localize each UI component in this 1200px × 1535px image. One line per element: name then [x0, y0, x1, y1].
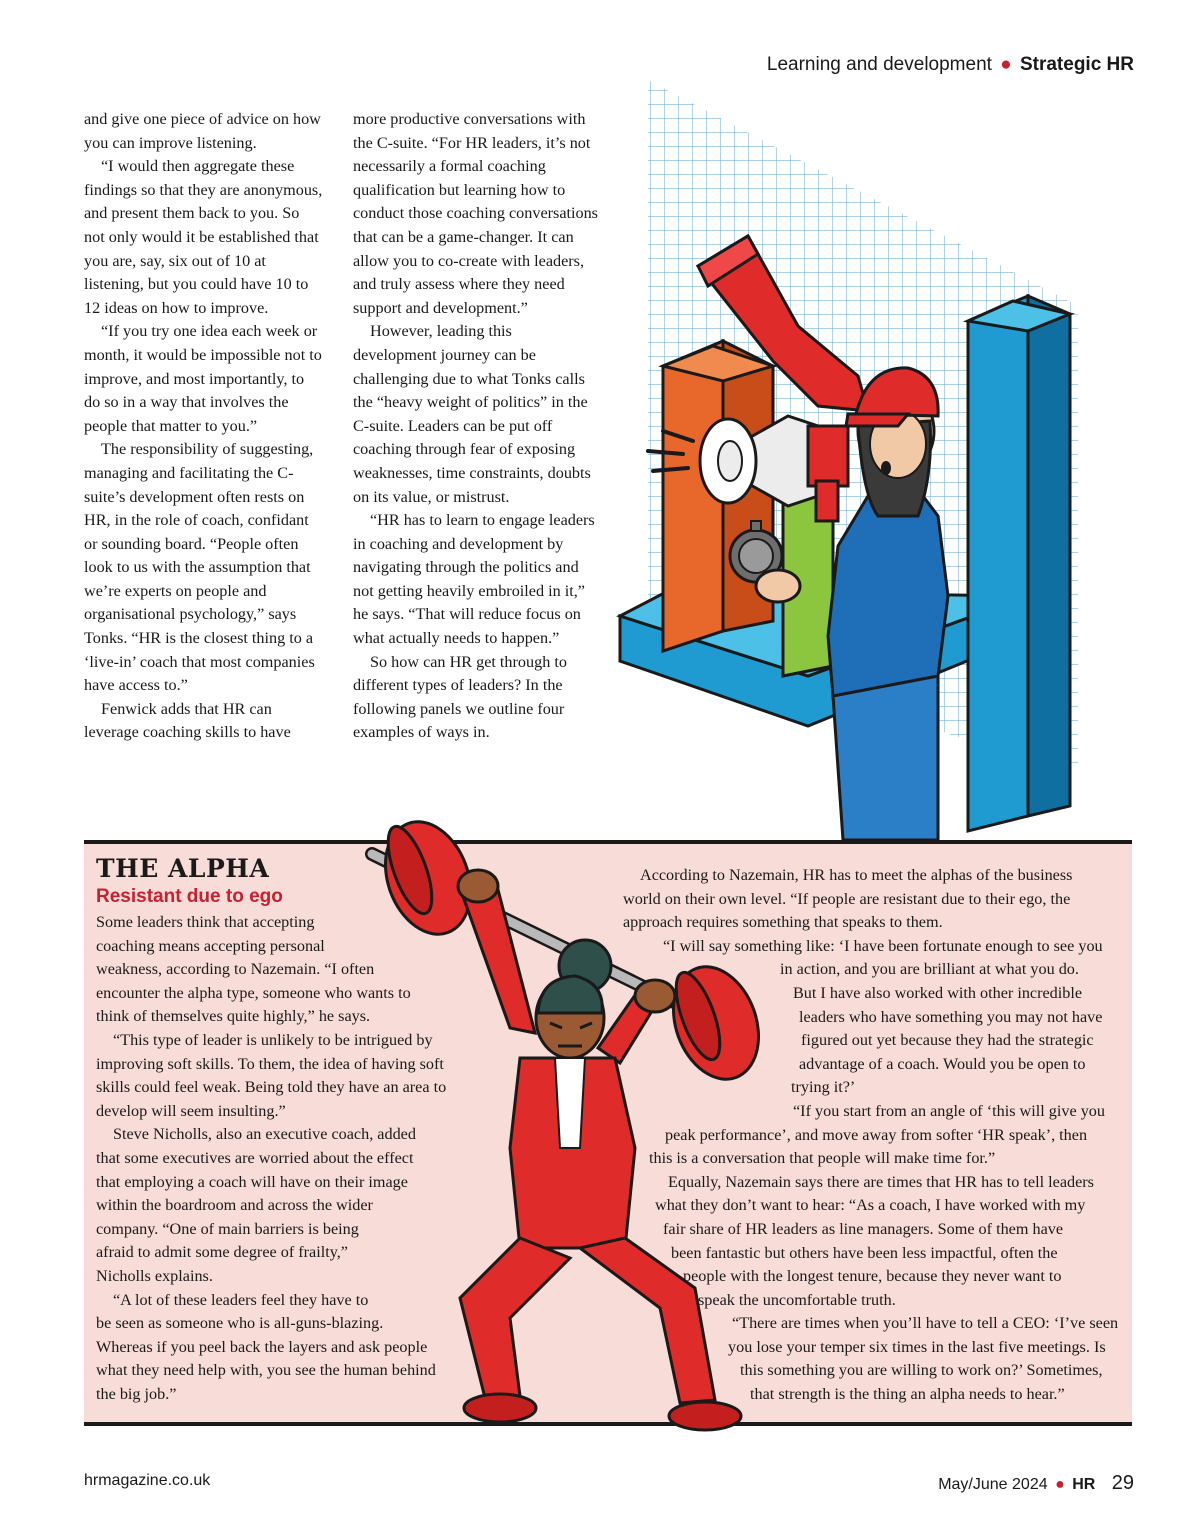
panel-subtitle: Resistant due to ego — [96, 886, 283, 907]
text-line: company. “One of main barriers is being — [96, 1219, 359, 1238]
text-line: peak performance’, and move away from softer ‘HR speak’, then — [665, 1125, 1088, 1144]
text-line: improving soft skills. To them, the idea of having soft — [96, 1054, 444, 1073]
paragraph: So how can HR get through to different types of leaders? In the following panels we outline four examples of ways in. — [353, 652, 567, 742]
text-line: skills could feel weak. Being told they have an area to — [96, 1078, 447, 1097]
text-line: what they need help with, you see the human behind — [96, 1361, 436, 1380]
text-line: develop will seem insulting.” — [96, 1101, 286, 1120]
text-line: “A lot of these leaders feel they have to — [113, 1290, 369, 1309]
text-line: fair share of HR leaders as line managers. Some of them have — [663, 1219, 1064, 1238]
text-line: you lose your temper six times in the last five meetings. Is — [728, 1337, 1106, 1356]
text-line: “If you start from an angle of ‘this will give you — [793, 1101, 1105, 1120]
paragraph: and give one piece of advice on how you can improve listening. — [84, 110, 321, 152]
paragraph: more productive conversations with the C-suite. “For HR leaders, it’s not necessarily a formal coaching qualification but learning how to conduct those coaching conversations that can be a game-changer. It can allow you to co-create with leaders, and truly assess where they need support and development.” — [353, 110, 598, 317]
text-line: been fantastic but others have been less impactful, often the — [671, 1243, 1058, 1262]
text-line: within the boardroom and across the wider — [96, 1196, 373, 1215]
footer-website: hrmagazine.co.uk — [84, 1472, 211, 1489]
text-line: afraid to admit some degree of frailty,” — [96, 1243, 348, 1262]
text-line: encounter the alpha type, someone who wants to — [96, 983, 411, 1002]
text-line: leaders who have something you may not have — [799, 1007, 1103, 1026]
text-line: what they don’t want to hear: “As a coach, I have worked with my — [655, 1196, 1086, 1215]
header-dot-icon: ● — [1000, 54, 1012, 75]
text-line: Some leaders think that accepting — [96, 913, 315, 931]
text-line: advantage of a coach. Would you be open to — [799, 1054, 1086, 1073]
text-line: in action, and you are brilliant at what you do. — [780, 960, 1079, 979]
paragraph: “I would then aggregate these findings so that they are anonymous, and present them back to you. So not only would it be established that you are, say, six out of 10 at listening, but you could have 10 to 12 ideas on how to improve. — [84, 157, 323, 317]
paragraph: Fenwick adds that HR can leverage coaching skills to have — [84, 699, 291, 742]
text-line: speak the uncomfortable truth. — [698, 1290, 896, 1309]
megaphone-illustration — [608, 76, 1132, 840]
body-column-2 — [353, 108, 598, 745]
footer-dot-icon: ● — [1055, 1476, 1065, 1493]
blue-bar — [968, 296, 1028, 831]
text-line: this something you are willing to work on?’ Sometimes, — [740, 1361, 1103, 1380]
text-line: figured out yet because they had the strategic — [801, 1031, 1094, 1050]
text-line: But I have also worked with other incredible — [793, 983, 1083, 1002]
text-line: According to Nazemain, HR has to meet the alphas of the business — [640, 866, 1073, 884]
category-label: Strategic HR — [1019, 54, 1134, 75]
paragraph: However, leading this development journey can be challenging due to what Tonks calls the “heavy weight of politics” in the C-suite. Leaders can be put off coaching through fear of exposing weaknesses, time constraints, doubts on its value, or mistrust. — [353, 322, 591, 506]
text-line: think of themselves quite highly,” he says. — [96, 1007, 371, 1026]
text-line: world on their own level. “If people are resistant due to their ego, the — [623, 889, 1071, 908]
footer-issue — [938, 1472, 1134, 1495]
page-number: 29 — [1111, 1472, 1134, 1494]
issue-date: May/June 2024 — [938, 1476, 1048, 1493]
text-line: “There are times when you’ll have to tell a CEO: ‘I’ve seen — [732, 1314, 1119, 1333]
text-line: this is a conversation that people will make time for.” — [649, 1149, 996, 1168]
text-line: Equally, Nazemain says there are times that HR has to tell leaders — [668, 1172, 1094, 1191]
text-line: “I will say something like: ‘I have been fortunate enough to see you — [663, 936, 1103, 955]
text-line: approach requires something that speaks to them. — [623, 913, 943, 932]
text-line: the big job.” — [96, 1384, 177, 1403]
paragraph: The responsibility of suggesting, managing and facilitating the C-suite’s development often rests on HR, in the role of coach, confidant or sounding board. “People often look to us with the assumption that we’re experts on people and organisational psychology,” says Tonks. “HR is the closest thing to a ‘live-in’ coach that most companies have access to.” — [84, 440, 315, 695]
magazine-name: HR — [1072, 1476, 1096, 1493]
text-line: “This type of leader is unlikely to be intrigued by — [113, 1030, 433, 1049]
panel-title: THE ALPHA — [96, 854, 270, 883]
text-line: that some executives are worried about the effect — [96, 1148, 414, 1167]
text-line: weakness, according to Nazemain. “I often — [96, 960, 375, 979]
paragraph: “If you try one idea each week or month, it would be impossible not to improve, and most importantly, to do so in a way that involves the people that matter to you.” — [84, 322, 322, 435]
text-line: trying it?’ — [791, 1078, 856, 1097]
text-line: coaching means accepting personal — [96, 936, 325, 955]
weightlifter-illustration — [360, 818, 790, 1450]
section-label: Learning and development — [766, 54, 992, 75]
paragraph: “HR has to learn to engage leaders in coaching and development by navigating through the politics and not getting heavily embroiled in it,” he says. “That will reduce focus on what actually needs to happen.” — [353, 511, 595, 648]
text-line: Steve Nicholls, also an executive coach, added — [113, 1125, 416, 1144]
text-line: that strength is the thing an alpha needs to hear.” — [750, 1385, 1065, 1404]
text-line: be seen as someone who is all-guns-blazing. — [96, 1314, 384, 1333]
text-line: people with the longest tenure, because they never want to — [683, 1267, 1062, 1286]
body-column-1 — [84, 108, 324, 745]
text-line: that employing a coach will have on their image — [96, 1172, 408, 1191]
running-header — [767, 54, 1134, 76]
text-line: Nicholls explains. — [96, 1266, 213, 1285]
text-line: Whereas if you peel back the layers and ask people — [96, 1337, 428, 1356]
